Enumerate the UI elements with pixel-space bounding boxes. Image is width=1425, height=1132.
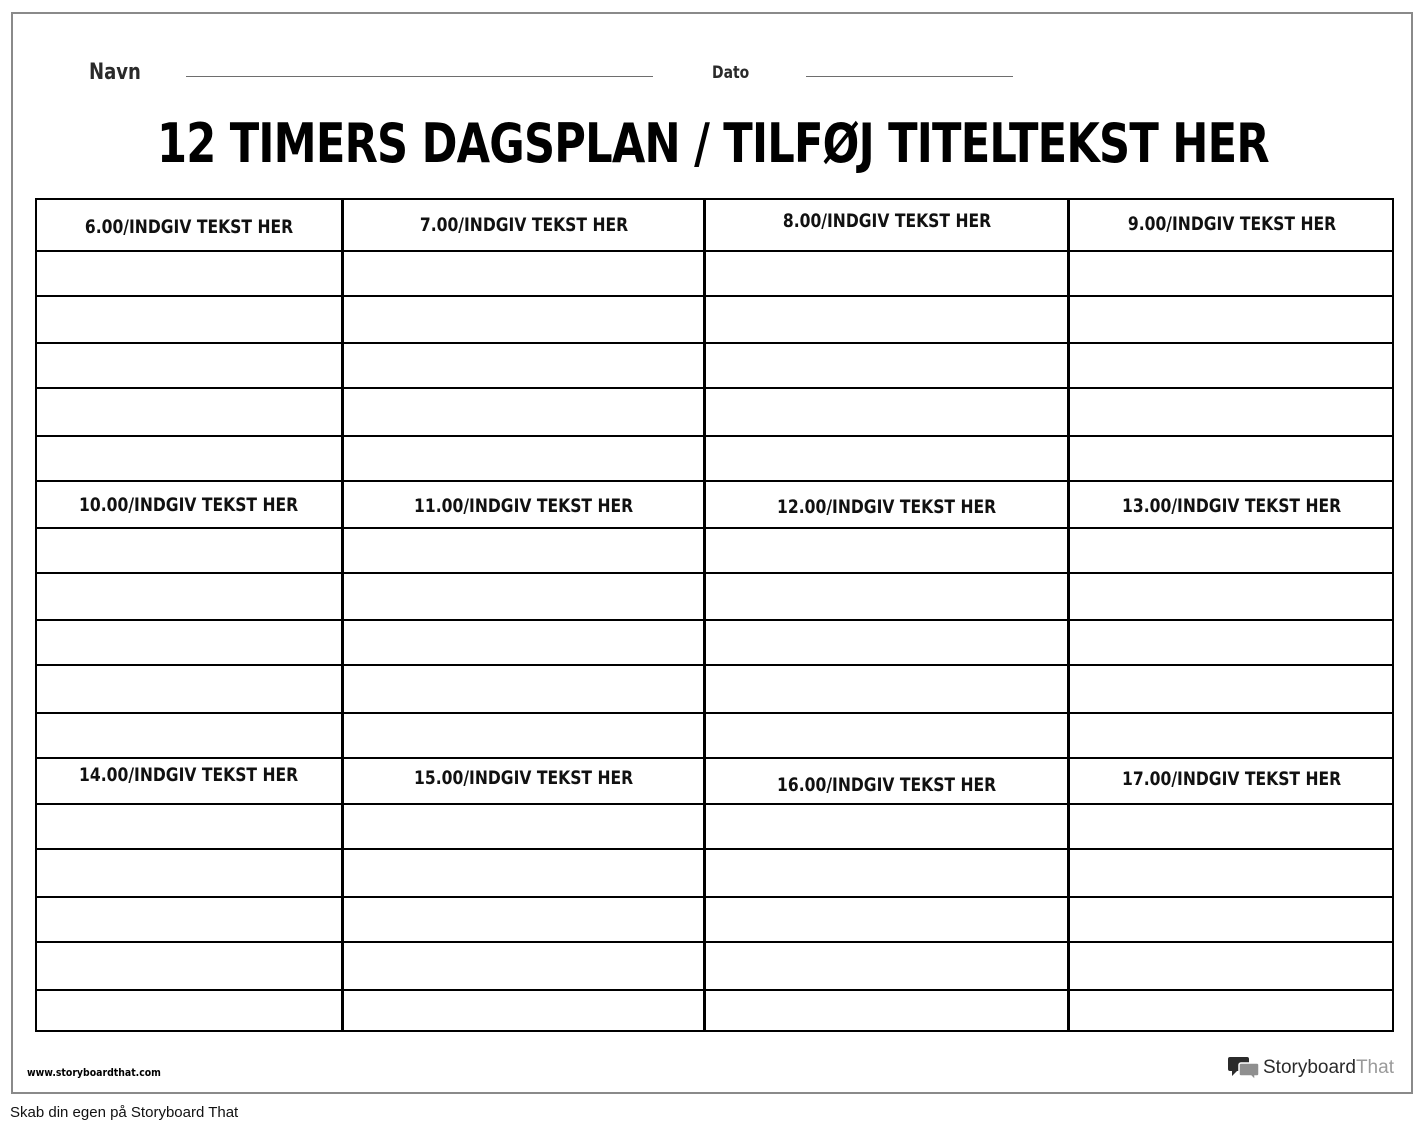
row-line: [37, 757, 1392, 759]
time-block-label: 9.00/INDGIV TEKST HER: [1127, 213, 1337, 235]
row-line: [37, 803, 1392, 805]
time-block-label: 16.00/INDGIV TEKST HER: [776, 774, 997, 796]
row-line: [37, 387, 1392, 389]
brand-name: Storyboard: [1263, 1057, 1356, 1078]
worksheet-title: 12 TIMERS DAGSPLAN / TILFØJ TITELTEKST HER: [156, 112, 1269, 175]
row-line: [37, 435, 1392, 437]
schedule-grid: [35, 198, 1394, 1032]
date-label: Dato: [712, 63, 750, 83]
time-block-label: 12.00/INDGIV TEKST HER: [776, 496, 997, 518]
row-line: [37, 1030, 1392, 1032]
time-block-label: 6.00/INDGIV TEKST HER: [84, 216, 294, 238]
time-block-label: 14.00/INDGIV TEKST HER: [79, 764, 299, 786]
column-divider: [1067, 200, 1070, 1030]
time-block-label: 10.00/INDGIV TEKST HER: [79, 494, 299, 516]
create-your-own-caption[interactable]: Skab din egen på Storyboard That: [10, 1104, 239, 1121]
row-line: [37, 250, 1392, 252]
row-line: [37, 848, 1392, 850]
time-block-label: 17.00/INDGIV TEKST HER: [1122, 768, 1342, 790]
row-line: [37, 664, 1392, 666]
row-line: [37, 896, 1392, 898]
row-line: [37, 712, 1392, 714]
date-write-line: [806, 76, 1013, 77]
footer-url: www.storyboardthat.com: [27, 1066, 161, 1079]
time-block-label: 8.00/INDGIV TEKST HER: [782, 210, 991, 232]
row-line: [37, 572, 1392, 574]
time-block-label: 11.00/INDGIV TEKST HER: [413, 495, 634, 517]
time-block-label: 15.00/INDGIV TEKST HER: [413, 767, 634, 789]
name-write-line: [186, 76, 653, 77]
row-line: [37, 480, 1392, 482]
row-line: [37, 342, 1392, 344]
time-block-label: 7.00/INDGIV TEKST HER: [419, 214, 628, 236]
name-label: Navn: [89, 60, 141, 85]
row-line: [37, 295, 1392, 297]
storyboardthat-logo: [1228, 1054, 1394, 1082]
brand-suffix: That: [1355, 1057, 1394, 1078]
row-line: [37, 527, 1392, 529]
column-divider: [341, 200, 344, 1030]
speech-bubbles-icon: [1228, 1054, 1260, 1082]
row-line: [37, 989, 1392, 991]
row-line: [37, 619, 1392, 621]
time-block-label: 13.00/INDGIV TEKST HER: [1122, 495, 1342, 517]
row-line: [37, 941, 1392, 943]
column-divider: [703, 200, 706, 1030]
